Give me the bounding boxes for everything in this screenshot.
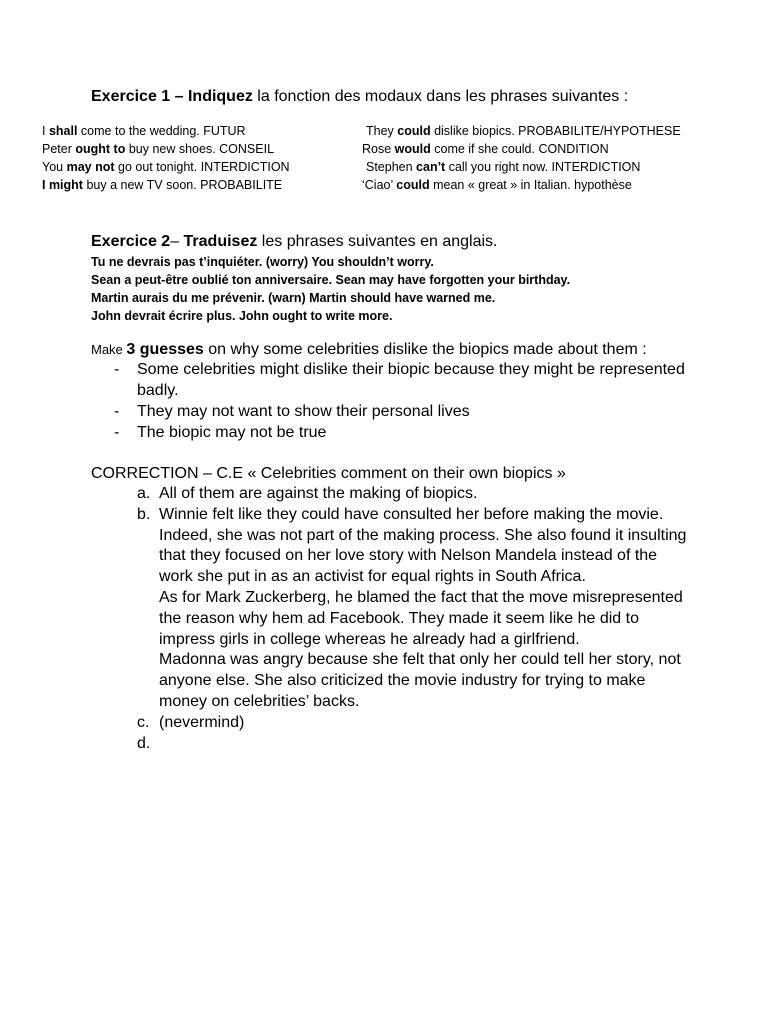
ex1-right-post: come if she could. CONDITION	[430, 142, 609, 156]
list-item	[91, 401, 691, 422]
list-item	[91, 713, 691, 734]
ex1-right-row	[362, 140, 609, 158]
guesses-title-bold: 3 guesses	[126, 341, 204, 358]
translation-line: John devrait écrire plus. John ought to write more.	[91, 309, 393, 323]
list-item	[91, 422, 691, 443]
ex1-right-row	[362, 176, 632, 194]
list-item	[91, 484, 691, 505]
correction-title: CORRECTION – C.E « Celebrities comment on their own biopics »	[91, 465, 566, 482]
ex1-left-modal: shall	[48, 124, 78, 138]
list-marker: d.	[137, 734, 151, 752]
ex1-right-pre: Rose	[362, 142, 395, 156]
guess-text: They may not want to show their personal lives	[137, 403, 470, 420]
dash-bullet: -	[114, 424, 120, 441]
dash-bullet: -	[114, 403, 120, 420]
ex1-right-modal: could	[397, 124, 431, 138]
list-marker: c.	[137, 713, 150, 731]
ex1-right-row	[366, 122, 681, 140]
ex1-right-post: call you right now. INTERDICTION	[445, 160, 641, 174]
ex1-right-modal: could	[396, 178, 430, 192]
exercise1-title	[91, 87, 628, 107]
guess-text: Some celebrities might dislike their biopic because they might be represented badly.	[137, 361, 685, 399]
translation-line: Sean a peut-être oublié ton anniversaire. Sean may have forgotten your birthday.	[91, 273, 571, 287]
ex1-left-row	[42, 122, 246, 140]
list-marker: a.	[137, 485, 151, 502]
guess-text: The biopic may not be true	[137, 424, 327, 441]
correction-paragraph: (nevermind)	[159, 713, 245, 731]
ex1-left-pre: You	[42, 160, 67, 174]
ex1-right-pre: Stephen	[366, 160, 417, 174]
exercise1-title-bold: Exercice 1 – Indiquez	[91, 88, 253, 105]
dash-bullet: -	[114, 361, 120, 378]
exercise2-title-verb: Traduisez	[183, 233, 258, 250]
exercise2-title-bold: Exercice 2	[91, 233, 171, 250]
exercise2-answers	[91, 253, 570, 325]
ex1-left-post: buy a new TV soon. PROBABILITE	[82, 178, 283, 192]
exercise1-title-rest: la fonction des modaux dans les phrases suivantes :	[252, 88, 629, 105]
guesses-title-rest: on why some celebrities dislike the biopics made about them :	[203, 341, 647, 358]
exercise2-title-dash: –	[170, 233, 184, 250]
guesses-title	[91, 340, 647, 360]
correction-list	[91, 484, 691, 754]
ex1-left-row	[42, 176, 282, 194]
exercise2-title	[91, 232, 497, 252]
ex1-right-row	[366, 158, 640, 176]
list-item	[91, 734, 691, 755]
translation-line: Tu ne devrais pas t’inquiéter. (worry) You shouldn’t worry.	[91, 255, 434, 269]
list-item	[91, 505, 691, 713]
ex1-left-modal: ought to	[75, 142, 126, 156]
ex1-right-post: mean « great » in Italian. hypothèse	[429, 178, 632, 192]
correction-paragraph	[159, 734, 691, 755]
ex1-left-row	[42, 158, 290, 176]
ex1-left-post: go out tonight. INTERDICTION	[114, 160, 290, 174]
ex1-right-modal: can’t	[416, 160, 446, 174]
correction-paragraph: Winnie felt like they could have consulted her before making the movie. Indeed, she was not part of the making process. She also found it insulting that they focused on her love story with Nelson Mandela instead of the work she put in as an activist for equal rights in South Africa.	[159, 505, 687, 586]
ex1-left-post: come to the wedding. FUTUR	[77, 124, 246, 138]
correction-paragraph: All of them are against the making of biopics.	[159, 485, 478, 502]
ex1-right-pre: They	[366, 124, 398, 138]
correction-paragraph: Madonna was angry because she felt that only her could tell her story, not anyone else. She also criticized the movie industry for trying to make money on celebrities’ backs.	[159, 651, 681, 710]
ex1-right-modal: would	[394, 142, 431, 156]
guesses-list	[91, 359, 691, 443]
ex1-right-post: dislike biopics. PROBABILITE/HYPOTHESE	[430, 124, 681, 138]
ex1-left-post: buy new shoes. CONSEIL	[125, 142, 275, 156]
list-marker: b.	[137, 505, 151, 523]
ex1-left-pre: I	[42, 124, 49, 138]
ex1-left-row	[42, 140, 274, 158]
list-item	[91, 359, 691, 401]
ex1-left-modal: I might	[42, 178, 83, 192]
ex1-left-pre: Peter	[42, 142, 76, 156]
ex1-right-pre: ‘Ciao’	[362, 178, 397, 192]
translation-line: Martin aurais du me prévenir. (warn) Martin should have warned me.	[91, 291, 496, 305]
ex1-left-modal: may not	[66, 160, 115, 174]
correction-paragraph: As for Mark Zuckerberg, he blamed the fact that the move misrepresented the reason why hem ad Facebook. They made it seem like he did to impress girls in college whereas he already had a girlfriend.	[159, 588, 683, 648]
exercise2-title-rest: les phrases suivantes en anglais.	[257, 233, 498, 250]
guesses-title-pre: Make	[91, 342, 127, 357]
